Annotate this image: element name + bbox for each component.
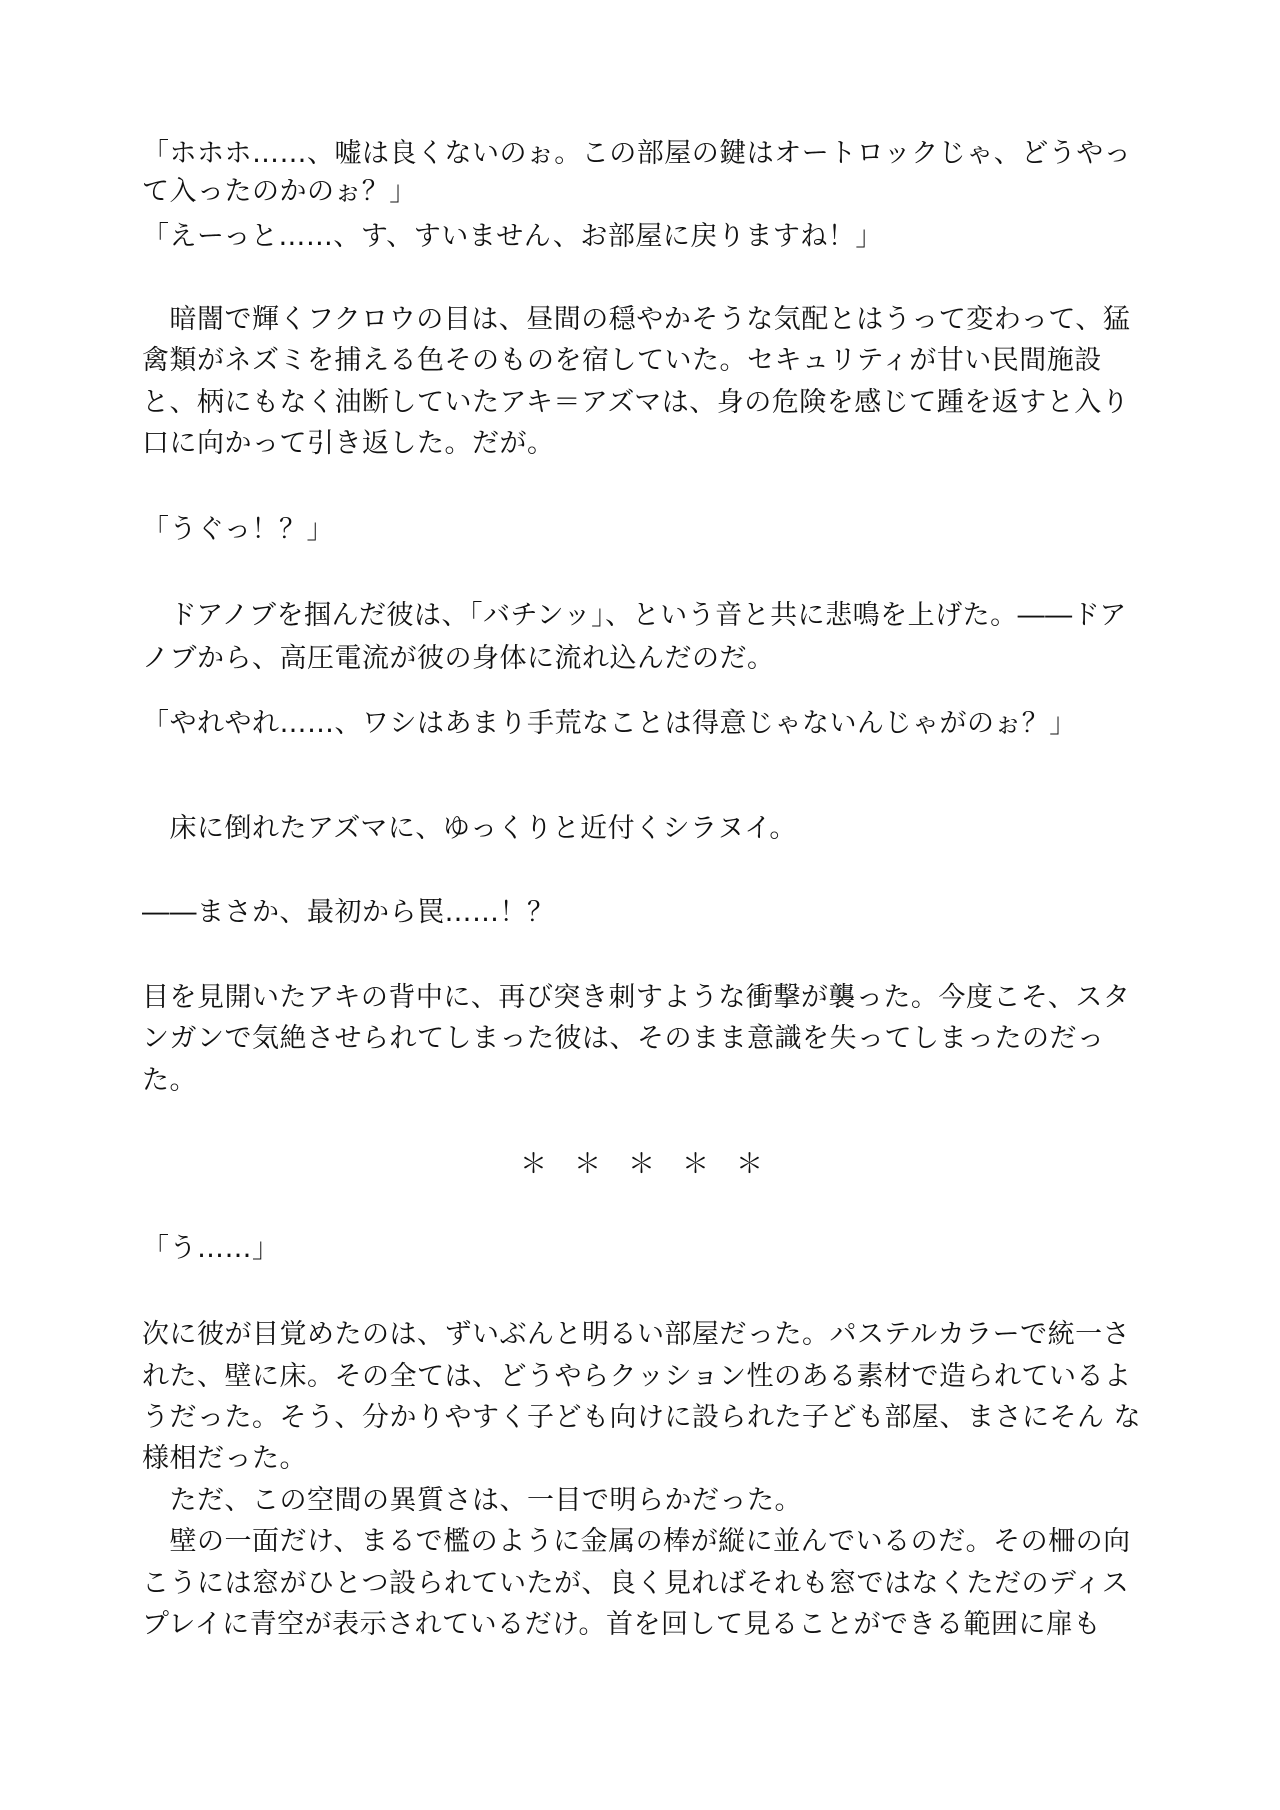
text-line: 壁の一面だけ、まるで檻のように金属の棒が縦に並んでいるのだ。その柵の向 [142, 1526, 1131, 1557]
text-line: プレイに青空が表示されているだけ。首を回して見ることができる範囲に扉も [142, 1609, 1101, 1640]
text-line: こうには窓がひとつ設られていたが、良く見ればそれも窓ではなくただのディス [142, 1568, 1130, 1599]
text-line: 「やれやれ……、ワシはあまり手荒なことは得意じゃないんじゃがのぉ？」 [142, 708, 1077, 739]
text-line: ンガンで気絶させられてしまった彼は、そのまま意識を失ってしまったのだっ [142, 1023, 1105, 1054]
text-line: ドアノブを掴んだ彼は、「バチンッ」、という音と共に悲鳴を上げた。――ドア [142, 600, 1127, 631]
text-line: と、柄にもなく油断していたアキ＝アズマは、身の危険を感じて踵を返すと入り [142, 387, 1130, 418]
text-line: 「うぐっ！？」 [142, 514, 334, 545]
text-line: 様相だった。 [142, 1443, 307, 1474]
text-line: れた、壁に床。その全ては、どうやらクッション性のある素材で造られているよ [142, 1361, 1132, 1392]
text-line: 口に向かって引き返した。だが。 [142, 428, 555, 459]
text-line: うだった。そう、分かりやすく子ども向けに設られた子ども部屋、まさにそん な [142, 1402, 1142, 1433]
text-line: 床に倒れたアズマに、ゆっくりと近付くシラヌイ。 [142, 813, 797, 844]
text-line: 禽類がネズミを捕える色そのものを宿していた。セキュリティが甘い民間施設 [142, 345, 1102, 376]
scene-separator: ＊ ＊ ＊ ＊ ＊ [520, 1149, 763, 1180]
text-line: ノブから、高圧電流が彼の身体に流れ込んだのだ。 [142, 643, 775, 674]
text-line: た。 [142, 1065, 197, 1096]
text-line: て入ったのかのぉ？」 [142, 176, 417, 207]
text-line: 次に彼が目覚めたのは、ずいぶんと明るい部屋だった。パステルカラーで統一さ [142, 1319, 1131, 1350]
text-line: 「う……」 [142, 1233, 280, 1264]
text-line: 目を見開いたアキの背中に、再び突き刺すような衝撃が襲った。今度こそ、スタ [142, 982, 1131, 1013]
text-line: 「えーっと……、す、すいません、お部屋に戻りますね！」 [142, 221, 883, 252]
text-line: 暗闇で輝くフクロウの目は、昼間の穏やかそうな気配とはうって変わって、猛 [142, 304, 1131, 335]
text-line: ただ、この空間の異質さは、一目で明らかだった。 [142, 1485, 802, 1516]
text-line: ――まさか、最初から罠……！？ [142, 897, 555, 928]
text-line: 「ホホホ……、嘘は良くないのぉ。この部屋の鍵はオートロックじゃ、どうやっ [142, 138, 1132, 169]
